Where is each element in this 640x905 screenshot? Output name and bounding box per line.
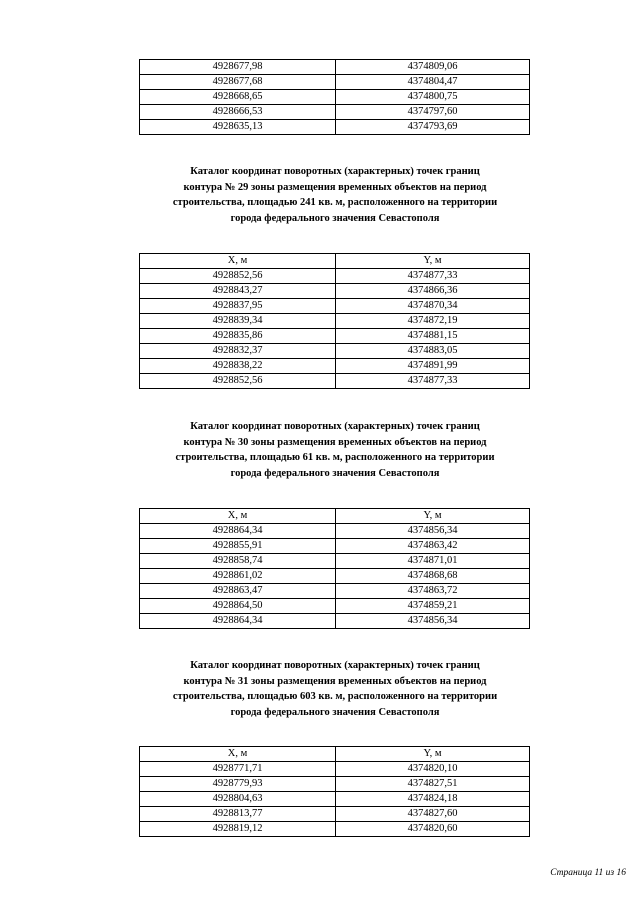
table-row (140, 792, 530, 807)
y-cell: 4374872,19 (336, 314, 530, 329)
y-cell: 4374809,06 (336, 60, 530, 75)
table-row (140, 284, 530, 299)
x-cell: 4928843,27 (140, 284, 336, 299)
catalog-heading-31 (140, 658, 530, 720)
table-row (140, 314, 530, 329)
y-cell: 4374870,34 (336, 299, 530, 314)
table-header-row (140, 509, 530, 524)
y-cell: 4374881,15 (336, 329, 530, 344)
y-cell: 4374863,72 (336, 584, 530, 599)
y-cell: 4374868,68 (336, 569, 530, 584)
table-row (140, 807, 530, 822)
x-cell: 4928838,22 (140, 359, 336, 374)
y-cell: 4374877,33 (336, 374, 530, 389)
x-cell: 4928864,34 (140, 614, 336, 629)
table-row (140, 359, 530, 374)
y-cell: 4374856,34 (336, 614, 530, 629)
y-cell: 4374800,75 (336, 90, 530, 105)
table-row (140, 299, 530, 314)
x-cell: 4928779,93 (140, 777, 336, 792)
x-cell: 4928804,63 (140, 792, 336, 807)
column-header-y: Y, м (336, 747, 530, 762)
x-cell: 4928863,47 (140, 584, 336, 599)
table-header-row (140, 747, 530, 762)
x-cell: 4928861,02 (140, 569, 336, 584)
column-header-y: Y, м (336, 509, 530, 524)
heading-line: города федерального значения Севастополя (230, 212, 440, 224)
heading-line: Каталог координат поворотных (характерных) точек границ (190, 421, 480, 432)
table-row (140, 524, 530, 539)
heading-line: города федерального значения Севастополя (230, 706, 440, 718)
table-row (140, 554, 530, 569)
y-cell: 4374859,21 (336, 599, 530, 614)
x-cell: 4928819,12 (140, 822, 336, 837)
heading-line: города федерального значения Севастополя (230, 467, 440, 479)
x-cell: 4928668,65 (140, 90, 336, 105)
column-header-y: Y, м (336, 254, 530, 269)
catalog-heading-30 (140, 419, 530, 481)
y-cell: 4374820,60 (336, 822, 530, 837)
table-row (140, 344, 530, 359)
table-row (140, 539, 530, 554)
x-cell: 4928832,37 (140, 344, 336, 359)
table-row (140, 329, 530, 344)
y-cell: 4374797,60 (336, 105, 530, 120)
y-cell: 4374820,10 (336, 762, 530, 777)
coords-table-29 (139, 253, 530, 389)
table-row (140, 599, 530, 614)
x-cell: 4928852,56 (140, 269, 336, 284)
table-row (140, 762, 530, 777)
x-cell: 4928771,71 (140, 762, 336, 777)
x-cell: 4928839,34 (140, 314, 336, 329)
heading-line: строительства, площадью 61 кв. м, расположенного на территории (175, 452, 495, 463)
y-cell: 4374866,36 (336, 284, 530, 299)
table-row (140, 614, 530, 629)
y-cell: 4374824,18 (336, 792, 530, 807)
x-cell: 4928813,77 (140, 807, 336, 822)
table-row (140, 569, 530, 584)
table-row (140, 90, 530, 105)
y-cell: 4374863,42 (336, 539, 530, 554)
coords-table-continued (139, 59, 530, 135)
table-row (140, 75, 530, 90)
y-cell: 4374883,05 (336, 344, 530, 359)
heading-line: контура № 30 зоны размещения временных объектов на период (183, 436, 487, 448)
y-cell: 4374827,60 (336, 807, 530, 822)
y-cell: 4374871,01 (336, 554, 530, 569)
x-cell: 4928677,68 (140, 75, 336, 90)
x-cell: 4928677,98 (140, 60, 336, 75)
table-header-row (140, 254, 530, 269)
heading-line: контура № 31 зоны размещения временных объектов на период (183, 675, 487, 687)
x-cell: 4928666,53 (140, 105, 336, 120)
y-cell: 4374804,47 (336, 75, 530, 90)
x-cell: 4928852,56 (140, 374, 336, 389)
table-row (140, 120, 530, 135)
table-row (140, 269, 530, 284)
y-cell: 4374891,99 (336, 359, 530, 374)
table-row (140, 105, 530, 120)
heading-line: строительства, площадью 241 кв. м, расположенного на территории (172, 197, 498, 208)
table-row (140, 60, 530, 75)
y-cell: 4374856,34 (336, 524, 530, 539)
coords-table-30 (139, 508, 530, 629)
column-header-x: X, м (140, 747, 336, 762)
heading-line: Каталог координат поворотных (характерных) точек границ (190, 660, 480, 671)
x-cell: 4928837,95 (140, 299, 336, 314)
table-row (140, 584, 530, 599)
table-row (140, 777, 530, 792)
coords-table-31 (139, 746, 530, 837)
x-cell: 4928835,86 (140, 329, 336, 344)
x-cell: 4928855,91 (140, 539, 336, 554)
heading-line: строительства, площадью 603 кв. м, расположенного на территории (172, 691, 498, 702)
x-cell: 4928858,74 (140, 554, 336, 569)
heading-line: Каталог координат поворотных (характерных) точек границ (190, 166, 480, 177)
y-cell: 4374793,69 (336, 120, 530, 135)
y-cell: 4374827,51 (336, 777, 530, 792)
column-header-x: X, м (140, 509, 336, 524)
y-cell: 4374877,33 (336, 269, 530, 284)
table-row (140, 822, 530, 837)
x-cell: 4928864,50 (140, 599, 336, 614)
column-header-x: X, м (140, 254, 336, 269)
heading-line: контура № 29 зоны размещения временных объектов на период (183, 181, 487, 193)
x-cell: 4928864,34 (140, 524, 336, 539)
catalog-heading-29 (140, 164, 530, 226)
page-number: Страница 11 из 16 (550, 868, 626, 878)
table-row (140, 374, 530, 389)
x-cell: 4928635,13 (140, 120, 336, 135)
